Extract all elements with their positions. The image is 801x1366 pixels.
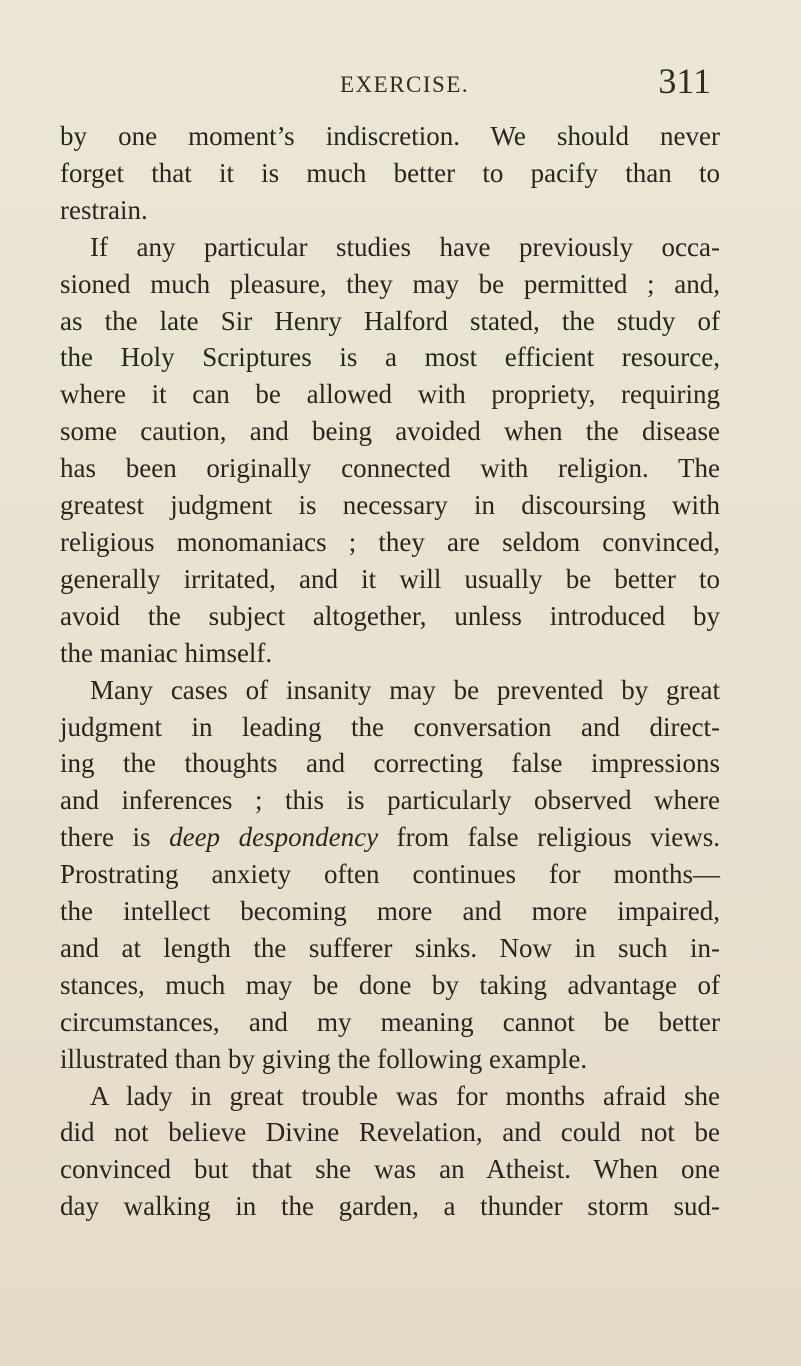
text-line: avoid the subject altogether, unless introduced by [60, 600, 720, 631]
text-line: Many cases of insanity may be prevented by great [90, 674, 720, 705]
text-line: and inferences ; this is particularly observed where [60, 785, 720, 816]
text-line: illustrated than by giving the following example. [60, 1043, 588, 1074]
text-line: convinced but that she was an Atheist. When one [60, 1154, 720, 1185]
page-number: 311 [658, 61, 711, 101]
text-line: Prostrating anxiety often continues for months— [60, 859, 720, 890]
paragraph-3 [60, 672, 720, 1078]
text-line: the intellect becoming more and more impaired, [60, 896, 720, 927]
text-line: by one moment’s indiscretion. We should never [60, 121, 720, 151]
text-run: there is [60, 822, 170, 853]
text-line: stances, much may be done by taking advantage of [60, 969, 720, 1000]
text-line: as the late Sir Henry Halford stated, the study of [60, 305, 720, 336]
text-line: the Holy Scriptures is a most efficient resource, [60, 342, 720, 373]
text-line: generally irritated, and it will usually be better to [60, 563, 720, 594]
text-line: day walking in the garden, a thunder storm sud- [60, 1191, 720, 1222]
text-line: restrain. [60, 194, 148, 225]
text-line: sioned much pleasure, they may be permitted ; and, [60, 268, 720, 299]
text-line: If any particular studies have previously occa- [90, 231, 720, 262]
italic-phrase: deep despondency [169, 822, 379, 853]
text-line: and at length the sufferer sinks. Now in such in- [60, 932, 720, 963]
text-line: circumstances, and my meaning cannot be better [60, 1006, 720, 1037]
text-line: judgment in leading the conversation and direct- [60, 711, 720, 742]
paragraph-1 [60, 118, 720, 229]
paragraph-4 [60, 1078, 720, 1226]
text-line: some caution, and being avoided when the disease [60, 416, 720, 447]
text-line: religious monomaniacs ; they are seldom convinced, [60, 526, 720, 557]
text-line: ing the thoughts and correcting false impressions [60, 748, 720, 779]
body-text [60, 118, 720, 1225]
running-head: EXERCISE. [340, 72, 470, 97]
text-run: from false religious views. [378, 822, 720, 853]
text-line: where it can be allowed with propriety, requiring [60, 379, 720, 410]
paragraph-2 [60, 229, 720, 672]
text-line: forget that it is much better to pacify than to [60, 157, 720, 188]
text-line: has been originally connected with religion. The [60, 453, 720, 484]
text-line: A lady in great trouble was for months afraid she [90, 1080, 720, 1111]
text-line-with-italic [60, 819, 720, 856]
text-line: greatest judgment is necessary in discoursing with [60, 490, 720, 521]
text-line: did not believe Divine Revelation, and could not be [60, 1117, 720, 1148]
text-line: the maniac himself. [60, 637, 273, 668]
